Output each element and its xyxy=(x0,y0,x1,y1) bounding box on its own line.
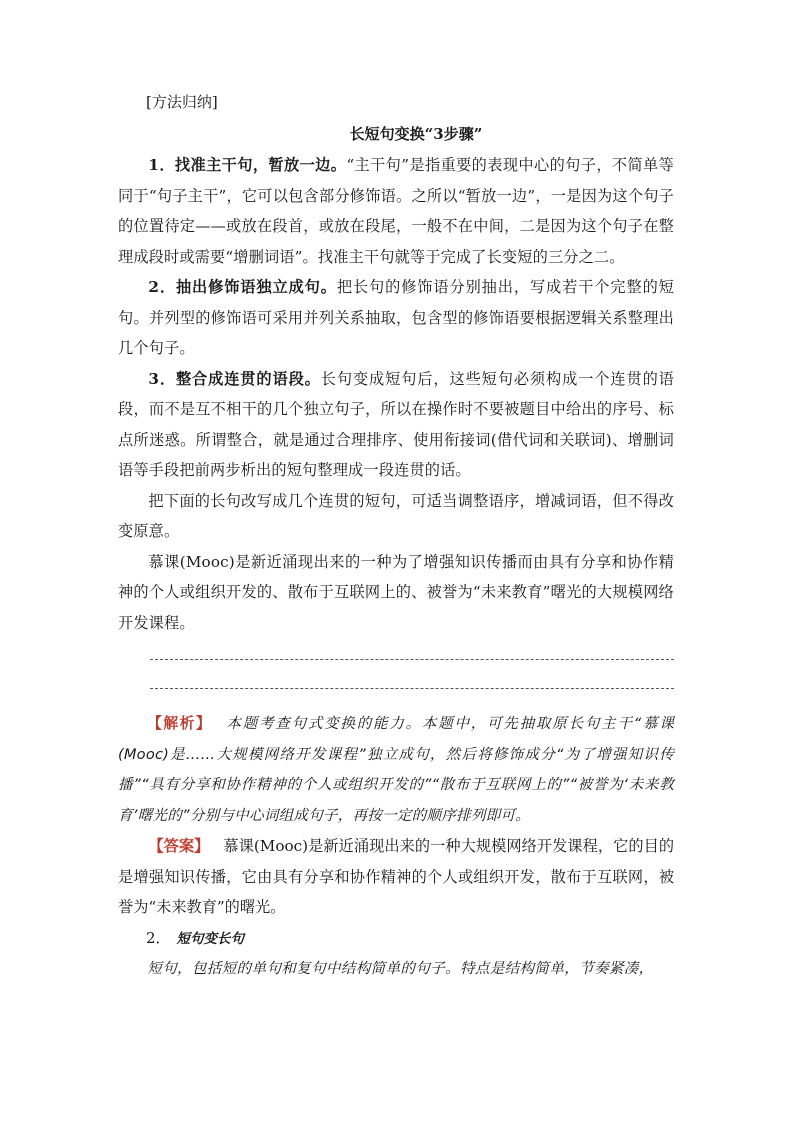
section-label: [方法归纳] xyxy=(146,93,218,111)
subheading-number: 2． xyxy=(146,928,171,947)
page-title: 长短句变换“3步骤” xyxy=(349,125,483,143)
closing-paragraph: 短句，包括短的单句和复句中结构简单的句子。特点是结构简单，节奏紧凑， xyxy=(147,960,654,977)
step-1-paragraph xyxy=(118,150,674,272)
answer-tag: 【答案】 xyxy=(148,837,210,855)
answer-lines xyxy=(118,658,674,689)
answer-text: 慕课(Mooc)是新近涌现出来的一种大规模网络开发课程，它的目的是增强知识传播，它由具有分享和协作精神的个人或组织开发，散布于互联网，被誉为“未来教育”的曙光。 xyxy=(118,837,675,916)
exercise-instruction: 把下面的长句改写成几个连贯的短句，可适当调整语序，增减词语，但不得改变原意。 xyxy=(118,491,674,540)
step-3-paragraph xyxy=(118,364,674,486)
answer-line xyxy=(150,687,674,689)
subheading-text: 短句变长句 xyxy=(176,930,245,947)
answer-paragraph xyxy=(118,831,674,923)
exercise-sentence: 慕课(Mooc)是新近涌现出来的一种为了增强知识传播而由具有分享和协作精神的个人或组织开发的、散布于互联网上的、被誉为“未来教育”曙光的大规模网络开发课程。 xyxy=(118,552,674,632)
step-3-body: 长句变成短句后，这些短句必须构成一个连贯的语段，而不是互不相干的几个独立句子，所以在操作时不要被题目中给出的序号、标点所迷惑。所谓整合，就是通过合理排序、使用衔接词(借代词和关联词)、增删词语等手段把前两步析出的短句整理成一段连贯的话。 xyxy=(118,369,674,479)
step-3-lead: 3．整合成连贯的语段。 xyxy=(148,369,321,388)
answer-line xyxy=(150,658,674,660)
step-2-lead: 2．抽出修饰语独立成句。 xyxy=(148,278,337,296)
step-2-paragraph xyxy=(118,272,674,364)
document-page xyxy=(118,92,674,985)
analysis-paragraph xyxy=(118,709,674,831)
subheading xyxy=(146,923,674,955)
step-1-lead: 1．找准主干句，暂放一边。 xyxy=(148,156,347,174)
step-2-body: 把长句的修饰语分别抽出，写成若干个完整的短句。并列型的修饰语可采用并列关系抽取，包含型的修饰语要根据逻辑关系整理出几个句子。 xyxy=(118,278,674,357)
analysis-tag: 【解析】 xyxy=(147,715,213,732)
step-1-body: “主干句”是指重要的表现中心的句子，不简单等同于“句子主干”，它可以包含部分修饰语。之所以“暂放一边”，一是因为这个句子的位置待定——或放在段首，或放在段尾，一般不在中间，二是因为这个句子在整理成段时或需要“增删词语”。找准主干句就等于完成了长变短的三分之二。 xyxy=(118,156,674,266)
analysis-text: 本题考查句式变换的能力。本题中，可先抽取原长句主干“慕课(Mooc)是……大规模网络开发课程”独立成句，然后将修饰成分“为了增强知识传播”“具有分享和协作精神的个人或组织开发的”“散布于互联网上的”“被誉为‘未来教育’曙光的”分别与中心词组成句子，再按一定的顺序排列即可。 xyxy=(118,715,674,824)
